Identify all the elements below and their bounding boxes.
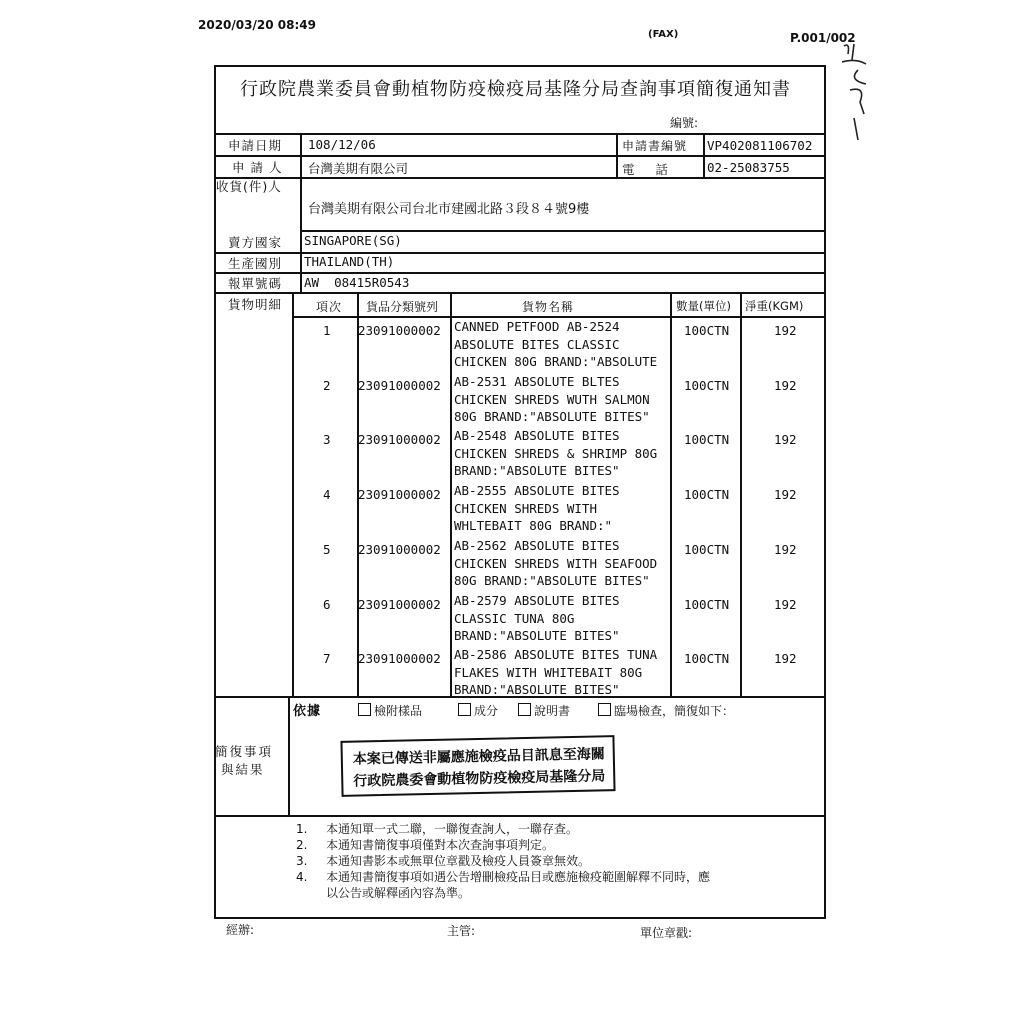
serial-number-label: 編號:	[670, 116, 699, 130]
checkbox-icon[interactable]	[358, 703, 371, 716]
unit-seal-label: 單位章戳:	[640, 926, 693, 940]
basis-label: 依據	[293, 704, 322, 719]
note-text: 本通知單一式二聯，一聯復查詢人，一聯存查。	[326, 822, 579, 836]
applicant-value: 台灣美期有限公司	[308, 161, 409, 176]
row-net-weight: 192	[774, 597, 797, 612]
note-text: 以公告或解釋函內容為準。	[326, 886, 471, 900]
consignee-value: 台灣美期有限公司台北市建國北路３段８４號9樓	[308, 202, 590, 217]
row-goods-name: AB-2586 ABSOLUTE BITES TUNA FLAKES WITH WHITEBAIT 80G BRAND:"ABSOLUTE BITES"	[454, 647, 658, 697]
official-stamp	[340, 735, 615, 797]
handwritten-annotation	[836, 40, 876, 145]
row-hs-code: 23091000002	[358, 432, 441, 447]
seller-country-label: 賣方國家	[228, 235, 283, 250]
option-manual[interactable]: 說明書	[518, 702, 570, 719]
row-hs-code: 23091000002	[358, 651, 441, 666]
row-hs-code: 23091000002	[358, 597, 441, 612]
row-goods-name: AB-2555 ABSOLUTE BITES CHICKEN SHREDS WITH WHLTEBAIT 80G BRAND:"	[454, 483, 620, 533]
checkbox-icon[interactable]	[518, 703, 531, 716]
checkbox-icon[interactable]	[598, 703, 611, 716]
fax-datetime: 2020/03/20 08:49	[198, 18, 316, 32]
row-quantity: 100CTN	[684, 651, 730, 666]
row-goods-name: CANNED PETFOOD AB-2524 ABSOLUTE BITES CLASSIC CHICKEN 80G BRAND:"ABSOLUTE	[454, 319, 658, 369]
declaration-number-label: 報單號碼	[228, 276, 283, 291]
note-item	[296, 836, 554, 853]
note-item	[296, 820, 578, 837]
application-number-label: 申請書編號	[622, 139, 688, 153]
note-number: 4.	[296, 870, 308, 884]
note-text: 本通知書簡復事項如遇公告增刪檢疫品目或應施檢疫範圍解釋不同時，應	[326, 870, 711, 884]
row-net-weight: 192	[774, 378, 797, 393]
row-quantity: 100CTN	[684, 597, 730, 612]
note-number: 2.	[296, 838, 308, 852]
col-header-quantity: 數量(單位)	[676, 299, 731, 313]
handler-signature-label: 經辦:	[226, 923, 255, 937]
row-hs-code: 23091000002	[358, 487, 441, 502]
note-item	[296, 868, 710, 885]
row-quantity: 100CTN	[684, 432, 730, 447]
row-item-number: 5	[323, 542, 331, 557]
row-net-weight: 192	[774, 542, 797, 557]
applicant-label: 申 請 人	[232, 160, 283, 175]
row-goods-name: AB-2562 ABSOLUTE BITES CHICKEN SHREDS WITH SEAFOOD 80G BRAND:"ABSOLUTE BITES"	[454, 538, 658, 588]
row-item-number: 6	[323, 597, 331, 612]
reply-section-label-line2: 與結果	[221, 762, 265, 777]
stamp-line-1: 本案已傳送非屬應施檢疫品目訊息至海關	[352, 746, 605, 768]
origin-label: 生產國別	[228, 256, 283, 271]
row-hs-code: 23091000002	[358, 542, 441, 557]
application-number-value: VP402081106702	[707, 138, 813, 153]
row-goods-name: AB-2531 ABSOLUTE BLTES CHICKEN SHREDS WUTH SALMON 80G BRAND:"ABSOLUTE BITES"	[454, 374, 650, 424]
row-quantity: 100CTN	[684, 542, 730, 557]
supervisor-signature-label: 主管:	[447, 924, 476, 938]
note-text: 本通知書影本或無單位章戳及檢疫人員簽章無效。	[326, 854, 591, 868]
col-header-item: 項次	[316, 300, 343, 314]
option-ingredients[interactable]: 成分	[458, 702, 498, 719]
row-hs-code: 23091000002	[358, 323, 441, 338]
consignee-label: 收貨(件)人	[216, 179, 282, 194]
declaration-number-value: AW 08415R0543	[304, 275, 410, 290]
row-net-weight: 192	[774, 487, 797, 502]
row-item-number: 1	[323, 323, 331, 338]
row-goods-name: AB-2548 ABSOLUTE BITES CHICKEN SHREDS & SHRIMP 80G BRAND:"ABSOLUTE BITES"	[454, 428, 658, 478]
col-header-goods-name: 貨物名稱	[522, 300, 575, 314]
origin-value: THAILAND(TH)	[304, 254, 395, 269]
stamp-line-2: 行政院農委會動植物防疫檢疫局基隆分局	[353, 768, 606, 790]
row-net-weight: 192	[774, 651, 797, 666]
goods-detail-label: 貨物明細	[228, 297, 283, 312]
row-item-number: 3	[323, 432, 331, 447]
row-hs-code: 23091000002	[358, 378, 441, 393]
col-header-hs-code: 貨品分類號列	[366, 300, 439, 314]
option-sample[interactable]: 檢附樣品	[358, 702, 422, 719]
note-number: 1.	[296, 822, 308, 836]
note-number: 3.	[296, 854, 308, 868]
phone-value: 02-25083755	[707, 160, 790, 175]
seller-country-value: SINGAPORE(SG)	[304, 233, 402, 248]
note-text: 本通知書簡復事項僅對本次查詢事項判定。	[326, 838, 555, 852]
fax-page-number: P.001/002	[790, 31, 856, 45]
row-net-weight: 192	[774, 432, 797, 447]
row-quantity: 100CTN	[684, 378, 730, 393]
option-on-site-inspection[interactable]: 臨場檢查，簡復如下：	[598, 702, 734, 719]
document-title: 行政院農業委員會動植物防疫檢疫局基隆分局查詢事項簡復通知書	[240, 79, 791, 100]
row-item-number: 4	[323, 487, 331, 502]
phone-label: 電 話	[622, 162, 669, 177]
row-quantity: 100CTN	[684, 323, 730, 338]
note-item	[296, 884, 470, 901]
row-quantity: 100CTN	[684, 487, 730, 502]
row-net-weight: 192	[774, 323, 797, 338]
row-item-number: 7	[323, 651, 331, 666]
reply-section-label-line1: 簡復事項	[215, 744, 274, 759]
note-item	[296, 852, 590, 869]
row-item-number: 2	[323, 378, 331, 393]
fax-label: (FAX)	[648, 29, 679, 40]
col-header-net-weight: 淨重(KGM)	[745, 299, 804, 313]
checkbox-icon[interactable]	[458, 703, 471, 716]
application-date-label: 申請日期	[228, 138, 283, 153]
row-goods-name: AB-2579 ABSOLUTE BITES CLASSIC TUNA 80G BRAND:"ABSOLUTE BITES"	[454, 593, 620, 643]
application-date-value: 108/12/06	[308, 137, 376, 152]
